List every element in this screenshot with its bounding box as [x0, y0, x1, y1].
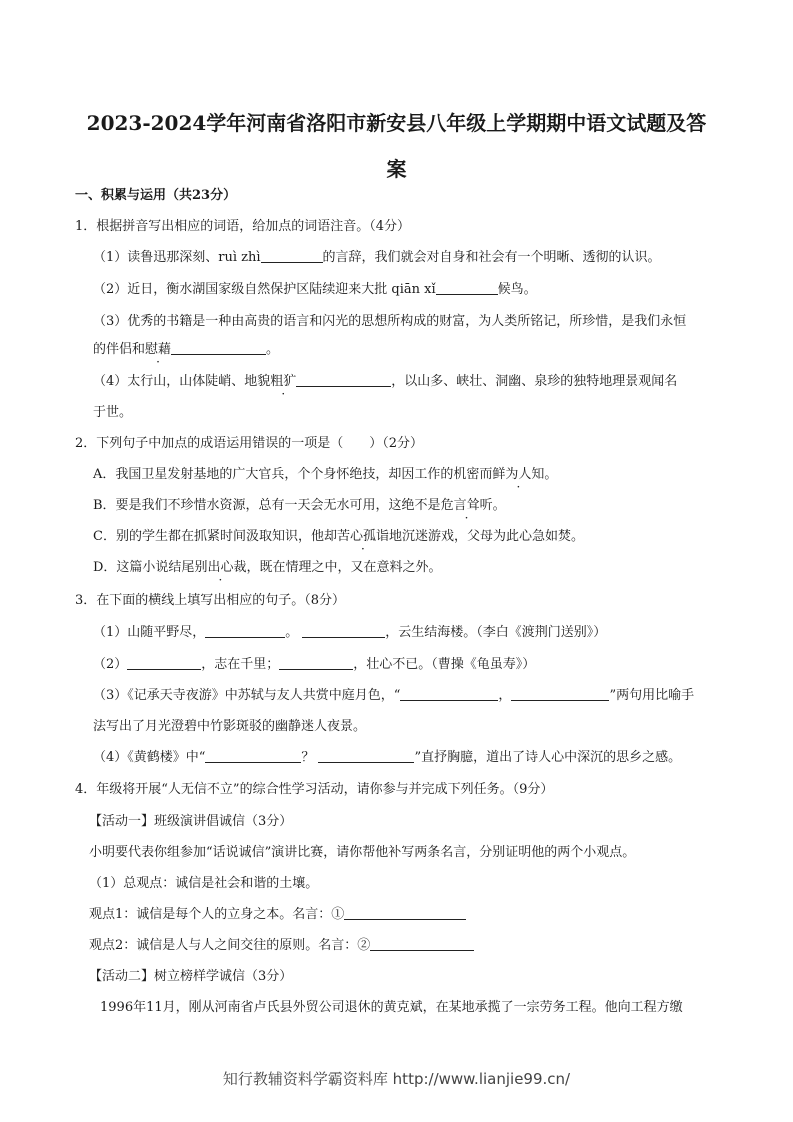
- answer-blank[interactable]: [296, 372, 391, 387]
- answer-blank[interactable]: [205, 748, 301, 763]
- q3-item-4-end: ”直抒胸臆，道出了诗人心中深沉的思乡之感。: [414, 750, 682, 765]
- q2-option-c-text: C．别的学生都在抓紧时间汲取知识，他却: [93, 529, 337, 544]
- q3-item-3-cont: 法写出了月光澄碧中竹影斑驳的幽静迷人夜景。: [93, 719, 367, 734]
- q4-view-2: [89, 936, 474, 956]
- dotted-word: 慰藉: [145, 342, 172, 357]
- title-line-1: 2023-2024学年河南省洛阳市新安县八年级上学期期中语文试题及答: [86, 111, 707, 135]
- q1-item-1: [93, 248, 661, 268]
- answer-blank[interactable]: [171, 340, 266, 355]
- q2-option-a-text: A．我国卫星发射基地的广大官兵，个个身怀绝技，却因工作的机密而: [93, 467, 493, 482]
- answer-blank[interactable]: [318, 748, 414, 763]
- q4-view-2-text: 观点2：诚信是人与人之间交往的原则。名言：②: [89, 938, 371, 953]
- q2-option-a-end: 。: [544, 467, 558, 482]
- q3-stem: 3．在下面的横线上填写出相应的句子。（8分）: [75, 593, 346, 608]
- q4-activity-2: 【活动二】树立榜样学诚信（3分）: [89, 969, 293, 984]
- q3-item-4-sep: ？: [301, 750, 315, 765]
- answer-blank[interactable]: [279, 655, 353, 670]
- title-line-2: 案: [386, 157, 407, 181]
- q3-item-1-sep: 。: [285, 625, 299, 640]
- q2-option-d-text: D．这篇小说结尾: [93, 560, 195, 575]
- q4-activity-1: 【活动一】班级演讲倡诚信（3分）: [89, 814, 293, 829]
- q3-item-3: [93, 686, 694, 706]
- q3-item-2-sep: ，志在千里；: [201, 657, 280, 672]
- q3-item-3-end: ”两句用比喻手: [609, 688, 695, 703]
- answer-blank[interactable]: [344, 905, 466, 920]
- dotted-word: 粗犷: [270, 374, 297, 389]
- q2-option-a: [93, 465, 557, 485]
- q1-stem: 1．根据拼音写出相应的词语，给加点的词语注音。（4分）: [75, 219, 411, 234]
- q1-item-1-text: （1）读鲁迅那深刻、ruì zhì: [93, 250, 261, 265]
- q2-option-b-end: 。: [492, 498, 506, 513]
- q4-view-1-text: 观点1：诚信是每个人的立身之本。名言：①: [89, 907, 345, 922]
- q1-item-3-text-end: 。: [266, 342, 280, 357]
- q1-item-2: [93, 280, 537, 300]
- q4-activity-1-desc: 小明要代表你组参加“话说诚信”演讲比赛，请你帮他补写两条名言，分别证明他的两个小观点。: [89, 845, 636, 860]
- q1-item-4-text-end: ，以山多、峡壮、洞幽、泉珍的独特地理景观闻名: [391, 374, 678, 389]
- q3-item-2-end: ，壮心不已。（曹操《龟虽寿》）: [353, 657, 536, 672]
- q2-option-d-end: ，既在情理之中，又在意料之外。: [246, 560, 442, 575]
- answer-blank[interactable]: [302, 623, 385, 638]
- q1-item-3: （3）优秀的书籍是一种由高贵的语言和闪光的思想所构成的财富，为人类所铭记，所珍惜，是我们永恒: [93, 314, 687, 329]
- q4-view-1: [89, 905, 466, 925]
- answer-blank[interactable]: [261, 248, 323, 263]
- document-title: [60, 100, 733, 192]
- dotted-idiom: 鲜为人知: [492, 467, 545, 482]
- q2-option-b-text: B．要是我们不珍惜水资源，总有一天会无水可用，这绝不是: [93, 498, 441, 513]
- q1-item-3-text: 的伴侣和: [93, 342, 146, 357]
- footer-watermark: 知行教辅资料学霸资料库 http://www.lianjie99.cn/: [222, 1070, 571, 1088]
- q3-item-1-end: ，云生结海楼。（李白《渡荆门送别》）: [385, 625, 607, 640]
- answer-blank[interactable]: [400, 686, 498, 701]
- q1-item-3-cont: [93, 340, 279, 360]
- q4-stem: 4．年级将开展“人无信不立”的综合性学习活动，请你参与并完成下列任务。（9分）: [75, 782, 554, 797]
- q2-option-d: [93, 558, 441, 578]
- dotted-idiom: 苦心孤诣: [336, 529, 389, 544]
- q1-item-4-cont: 于世。: [93, 405, 133, 420]
- q2-stem: 2．下列句子中加点的成语运用错误的一项是（ ）（2分）: [75, 436, 424, 451]
- q4-overall-view: （1）总观点：诚信是社会和谐的土壤。: [89, 876, 319, 891]
- answer-blank[interactable]: [370, 936, 474, 951]
- q3-item-2-text: （2）: [93, 657, 128, 672]
- section-heading: 一、积累与运用（共23分）: [75, 188, 237, 203]
- q4-activity-2-desc: 1996年11月，刚从河南省卢氏县外贸公司退休的黄克斌，在某地承揽了一宗劳务工程。他向工程方缴: [100, 1000, 683, 1015]
- q3-item-1: [93, 623, 606, 643]
- dotted-idiom: 危言耸听: [440, 498, 493, 513]
- q2-option-c: [93, 527, 584, 547]
- q3-item-3-text: （3）《记承天寺夜游》中苏轼与友人共赏中庭月色，“: [93, 688, 401, 703]
- answer-blank[interactable]: [205, 623, 285, 638]
- q3-item-2: [93, 655, 535, 675]
- q1-item-2-text-end: 候鸟。: [497, 282, 537, 297]
- q2-option-b: [93, 496, 506, 516]
- answer-blank[interactable]: [511, 686, 609, 701]
- q1-item-4-text: （4）太行山，山体陡峭、地貌: [93, 374, 271, 389]
- q2-option-c-end: 地沉迷游戏，父母为此心急如焚。: [388, 529, 584, 544]
- q3-item-4: [93, 748, 681, 768]
- dotted-idiom: 别出心裁: [194, 560, 247, 575]
- q1-item-4: [93, 372, 677, 392]
- answer-blank[interactable]: [436, 280, 498, 295]
- q1-item-2-text: （2）近日，衡水湖国家级自然保护区陆续迎来大批 qiān xǐ: [93, 282, 436, 297]
- q3-item-3-sep: ，: [498, 688, 512, 703]
- q3-item-1-text: （1）山随平野尽，: [93, 625, 206, 640]
- q3-item-4-text: （4）《黄鹤楼》中“: [93, 750, 206, 765]
- answer-blank[interactable]: [127, 655, 201, 670]
- q1-item-1-text-end: 的言辞，我们就会对自身和社会有一个明晰、透彻的认识。: [322, 250, 661, 265]
